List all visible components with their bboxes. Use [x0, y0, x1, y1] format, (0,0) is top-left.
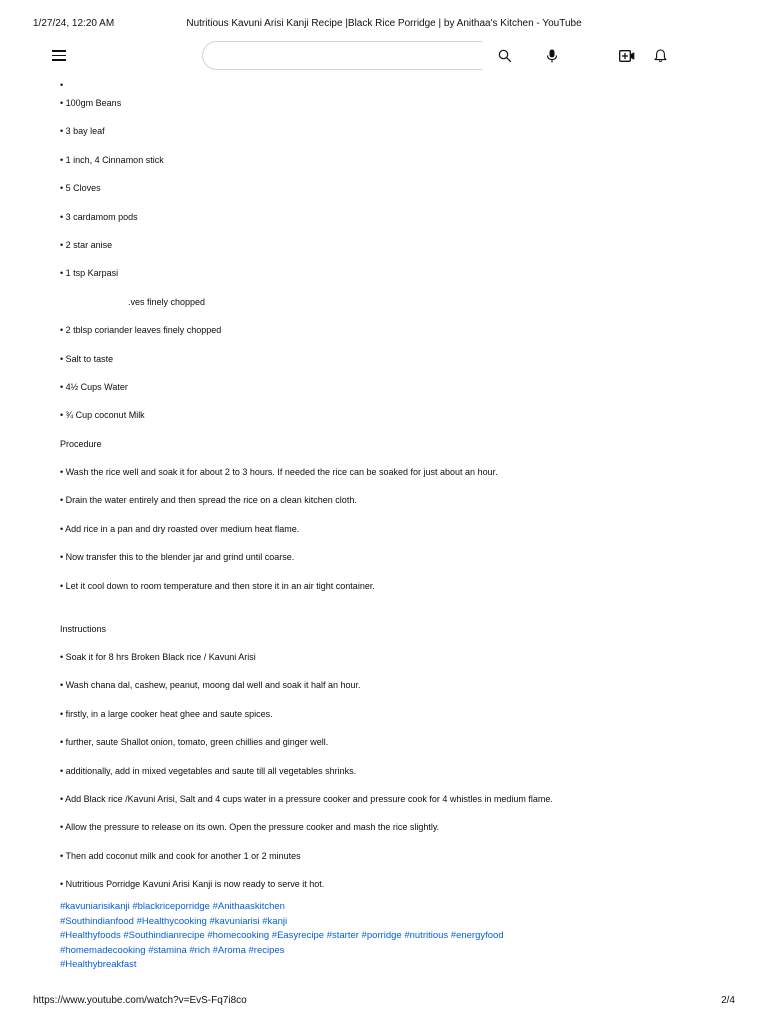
instructions-heading: Instructions — [60, 623, 107, 634]
page-number: 2/4 — [721, 995, 735, 1006]
list-item: • 3 bay leaf — [60, 126, 105, 137]
notifications-bell-icon — [654, 49, 667, 63]
list-item: • Wash the rice well and soak it for about 2 to 3 hours. If needed the rice can be soaked for just about an hour. — [60, 467, 498, 478]
list-item: • Nutritious Porridge Kavuni Arisi Kanji is now ready to serve it hot. — [60, 879, 325, 890]
microphone-icon — [546, 49, 558, 63]
list-item: • Add rice in a pan and dry roasted over medium heat flame. — [60, 523, 300, 534]
instructions-list — [60, 652, 728, 890]
procedure-list — [60, 467, 728, 592]
list-item: • 100gm Beans — [60, 98, 122, 108]
hashtag-links — [60, 900, 728, 973]
search-icon — [498, 49, 512, 63]
hashtag-line[interactable]: #Healthyfoods #Southindianrecipe #homecooking #Easyrecipe #starter #porridge #nutritious #energyfood — [60, 930, 504, 942]
create-button[interactable] — [617, 46, 637, 66]
notifications-button[interactable] — [650, 46, 670, 66]
youtube-top-bar — [0, 40, 768, 72]
list-item: • Add Black rice /Kavuni Arisi, Salt and 4 cups water in a pressure cooker and pressure cook for 4 whistles in medium flame. — [60, 793, 553, 804]
voice-search-button[interactable] — [542, 46, 562, 66]
list-item: .ves finely chopped — [128, 296, 206, 307]
list-item: • — [60, 80, 64, 90]
list-item: • 2 star anise — [60, 239, 113, 250]
print-header — [33, 18, 735, 32]
list-item: • firstly, in a large cooker heat ghee and saute spices. — [60, 708, 273, 719]
list-item: • Then add coconut milk and cook for another 1 or 2 minutes — [60, 850, 301, 861]
list-item: • Salt to taste — [60, 353, 114, 364]
print-footer — [33, 995, 735, 1009]
hashtag-line[interactable]: #kavuniarisikanji #blackriceporridge #Anithaaskitchen — [60, 901, 285, 913]
print-title: Nutritious Kavuni Arisi Kanji Recipe |Black Rice Porridge | by Anithaa's Kitchen - YouTube — [186, 18, 582, 29]
list-item: • 5 Cloves — [60, 183, 101, 194]
list-item: • Drain the water entirely and then spread the rice on a clean kitchen cloth. — [60, 495, 357, 506]
hamburger-menu-icon[interactable] — [52, 50, 66, 61]
procedure-heading: Procedure — [60, 438, 102, 449]
hashtag-line[interactable]: #Southindianfood #Healthycooking #kavuniarisi #kanji — [60, 915, 288, 927]
hashtag-line[interactable]: #homemadecooking #stamina #rich #Aroma #recipes — [60, 944, 285, 956]
list-item: • Allow the pressure to release on its own. Open the pressure cooker and mash the rice slightly. — [60, 822, 440, 833]
list-item: • further, saute Shallot onion, tomato, green chillies and ginger well. — [60, 737, 329, 748]
list-item: • 4½ Cups Water — [60, 381, 128, 392]
ingredient-list — [60, 80, 728, 421]
print-url: https://www.youtube.com/watch?v=EvS-Fq7i8co — [33, 995, 247, 1006]
create-video-icon — [619, 50, 635, 62]
list-item: • 2 tblsp coriander leaves finely chopped — [60, 325, 222, 336]
list-item: • 3 cardamom pods — [60, 211, 138, 222]
list-item: • 1 tsp Karpasi — [60, 268, 119, 279]
list-item: • additionally, add in mixed vegetables and saute till all vegetables shrinks. — [60, 765, 357, 776]
list-item: • Soak it for 8 hrs Broken Black rice / Kavuni Arisi — [60, 652, 256, 663]
list-item: • Now transfer this to the blender jar and grind until coarse. — [60, 552, 295, 563]
search-input[interactable] — [202, 41, 482, 70]
print-date: 1/27/24, 12:20 AM — [33, 18, 115, 29]
list-item: • Wash chana dal, cashew, peanut, moong dal well and soak it half an hour. — [60, 680, 361, 691]
video-description — [60, 80, 728, 973]
list-item: • ¾ Cup coconut Milk — [60, 410, 145, 421]
list-item: • Let it cool down to room temperature and then store it in an air tight container. — [60, 580, 375, 591]
search-button[interactable] — [482, 41, 528, 70]
list-item: • 1 inch, 4 Cinnamon stick — [60, 154, 164, 165]
hashtag-line[interactable]: #Healthybreakfast — [60, 959, 137, 971]
